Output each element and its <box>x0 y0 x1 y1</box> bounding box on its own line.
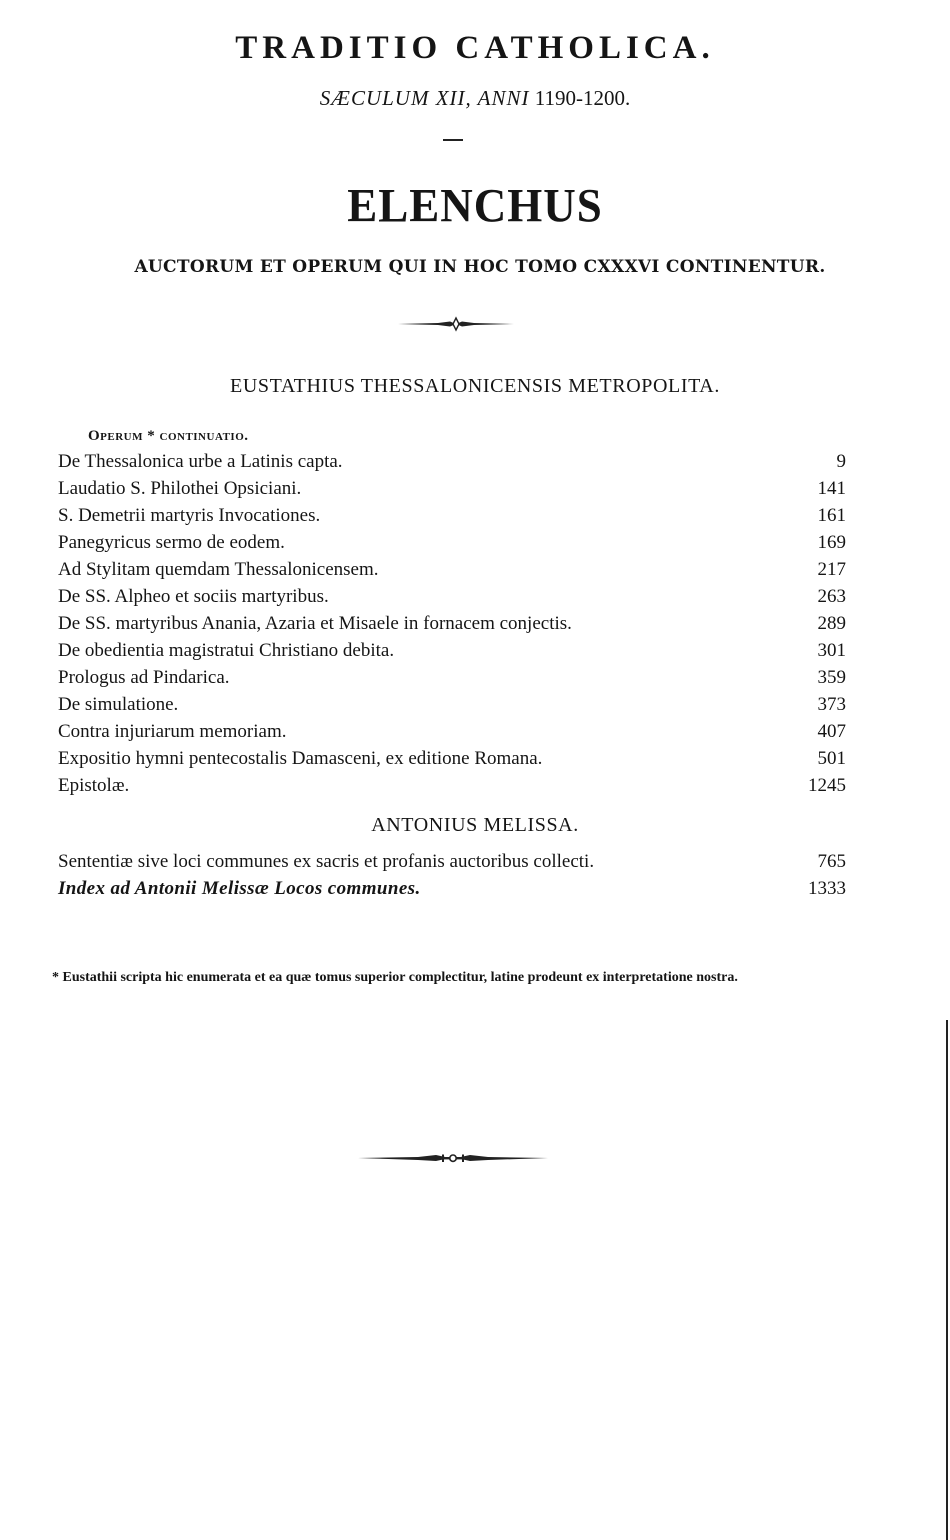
entry-page: 359 <box>817 667 846 688</box>
entry-title: S. Demetrii martyris Invocationes. <box>58 505 321 526</box>
entry-title: Panegyricus sermo de eodem. <box>58 532 285 553</box>
entry-title: De SS. Alpheo et sociis martyribus. <box>58 586 329 607</box>
entry-page: 161 <box>817 505 846 526</box>
entry-page: 407 <box>817 721 846 742</box>
entry-page: 1333 <box>808 878 846 899</box>
entry-title: De simulatione. <box>58 694 179 715</box>
entry-title: De SS. martyribus Anania, Azaria et Misaele in fornacem conjectis. <box>58 613 572 634</box>
entry-page: 373 <box>817 694 846 715</box>
entry-page: 217 <box>817 559 846 580</box>
elenchus-subtitle: AUCTORUM ET OPERUM QUI IN HOC TOMO CXXXVI CONTINENTUR. <box>134 257 826 277</box>
entry-title: Expositio hymni pentecostalis Damasceni, ex editione Romana. <box>58 748 543 769</box>
entry-title: Index ad Antonii Melissæ Locos communes. <box>58 878 421 899</box>
footnote: * Eustathii scripta hic enumerata et ea quæ tomus superior complectitur, latine prodeunt ex interpretatione nostra. <box>52 970 738 985</box>
elenchus-title: ELENCHUS <box>347 179 603 233</box>
list-item <box>0 851 950 878</box>
entry-title: Prologus ad Pindarica. <box>58 667 230 688</box>
century-label: SÆCULUM XII, ANNI <box>319 86 530 110</box>
author-heading-eustathius: EUSTATHIUS THESSALONICENSIS METROPOLITA. <box>230 375 720 397</box>
entry-page: 501 <box>817 748 846 769</box>
entry-title: De obedientia magistratui Christiano debita. <box>58 640 395 661</box>
page-header-title: TRADITIO CATHOLICA. <box>235 30 715 66</box>
entry-page: 765 <box>817 851 846 872</box>
entry-page: 301 <box>817 640 846 661</box>
entry-page: 263 <box>817 586 846 607</box>
author-heading-antonius: ANTONIUS MELISSA. <box>371 814 579 836</box>
entry-title: Laudatio S. Philothei Opsiciani. <box>58 478 302 499</box>
years-label: 1190-1200. <box>534 86 631 110</box>
entry-page: 169 <box>817 532 846 553</box>
entry-title: Contra injuriarum memoriam. <box>58 721 287 742</box>
entry-page: 141 <box>817 478 846 499</box>
entry-title: Sententiæ sive loci communes ex sacris et profanis auctoribus collecti. <box>58 851 595 872</box>
ornament-divider-bottom <box>358 1150 548 1168</box>
entry-title: Epistolæ. <box>58 775 130 796</box>
entry-title: Ad Stylitam quemdam Thessalonicensem. <box>58 559 379 580</box>
entry-page: 289 <box>817 613 846 634</box>
page-edge-line <box>946 1020 948 1540</box>
list-item-index <box>0 878 950 905</box>
entry-page: 9 <box>836 451 846 472</box>
entry-page: 1245 <box>808 775 846 796</box>
entry-title: De Thessalonica urbe a Latinis capta. <box>58 451 343 472</box>
section-label-operum: Operum * continuatio. <box>88 428 249 444</box>
